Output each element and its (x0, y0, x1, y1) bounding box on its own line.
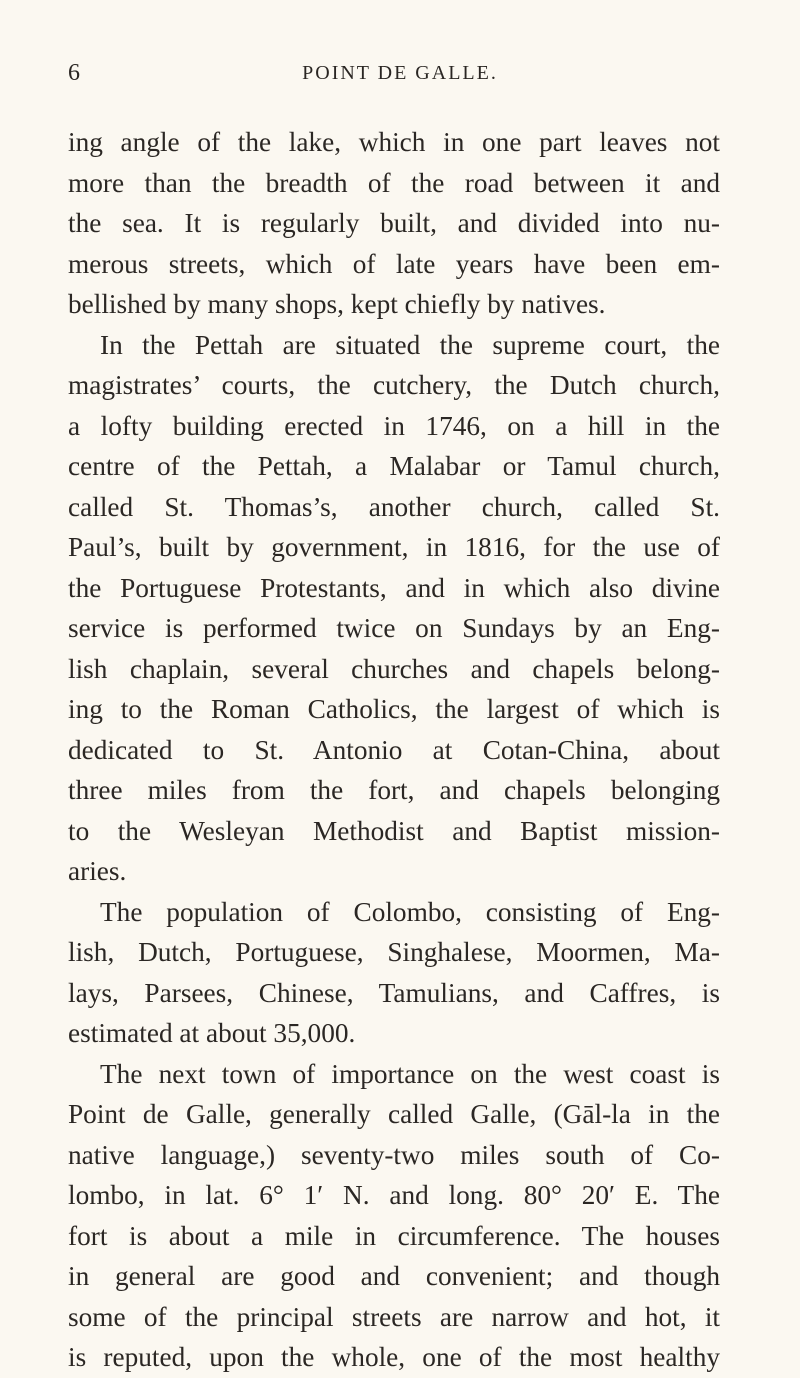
text-line: ing angle of the lake, which in one part leaves not (68, 127, 720, 157)
text-line: The population of Colombo, consisting of Eng- (100, 896, 720, 927)
text-line: merous streets, which of late years have been em- (68, 248, 720, 279)
running-head: POINT DE GALLE. (302, 62, 498, 84)
text-line: estimated at about 35,000. (68, 1018, 356, 1048)
text-line: magistrates’ courts, the cutchery, the Dutch church, (68, 370, 720, 400)
text-line: called St. Thomas’s, another church, called St. (68, 491, 720, 522)
text-line: centre of the Pettah, a Malabar or Tamul church, (68, 451, 720, 481)
text-line: aries. (68, 856, 127, 886)
text-line: in general are good and convenient; and though (68, 1261, 720, 1291)
text-line: fort is about a mile in circumference. The houses (68, 1220, 720, 1251)
text-line: the sea. It is regularly built, and divided into nu- (68, 208, 720, 238)
text-line: lish, Dutch, Portuguese, Singhalese, Moormen, Ma- (68, 937, 720, 967)
text-line: dedicated to St. Antonio at Cotan-China, about (68, 734, 720, 765)
text-line: to the Wesleyan Methodist and Baptist mission- (68, 815, 720, 846)
text-line: a lofty building erected in 1746, on a hill in the (68, 410, 720, 441)
text-line: more than the breadth of the road between it and (68, 167, 720, 198)
text-line: lays, Parsees, Chinese, Tamulians, and Caffres, is (68, 977, 720, 1008)
text-line: lish chaplain, several churches and chapels belong- (68, 653, 720, 684)
text-line: The next town of importance on the west coast is (100, 1058, 720, 1089)
body-text (68, 122, 720, 1378)
text-line: ing to the Roman Catholics, the largest of which is (68, 694, 720, 724)
text-line: Paul’s, built by government, in 1816, for the use of (68, 532, 720, 562)
text-line: service is performed twice on Sundays by an Eng- (68, 613, 720, 643)
text-line: some of the principal streets are narrow and hot, it (68, 1301, 720, 1332)
text-line: three miles from the fort, and chapels belonging (68, 775, 720, 805)
text-line: is reputed, upon the whole, one of the most healthy (68, 1342, 720, 1372)
page-number: 6 (68, 60, 80, 86)
text-line: Point de Galle, generally called Galle, (Gāl-la in the (68, 1099, 720, 1129)
page-header (68, 60, 732, 94)
text-line: lombo, in lat. 6° 1′ N. and long. 80° 20′ E. The (68, 1180, 720, 1210)
text-line: native language,) seventy-two miles south of Co- (68, 1139, 720, 1170)
text-line: the Portuguese Protestants, and in which also divine (68, 572, 720, 603)
text-line: In the Pettah are situated the supreme court, the (100, 329, 720, 360)
text-line: bellished by many shops, kept chiefly by natives. (68, 289, 606, 319)
